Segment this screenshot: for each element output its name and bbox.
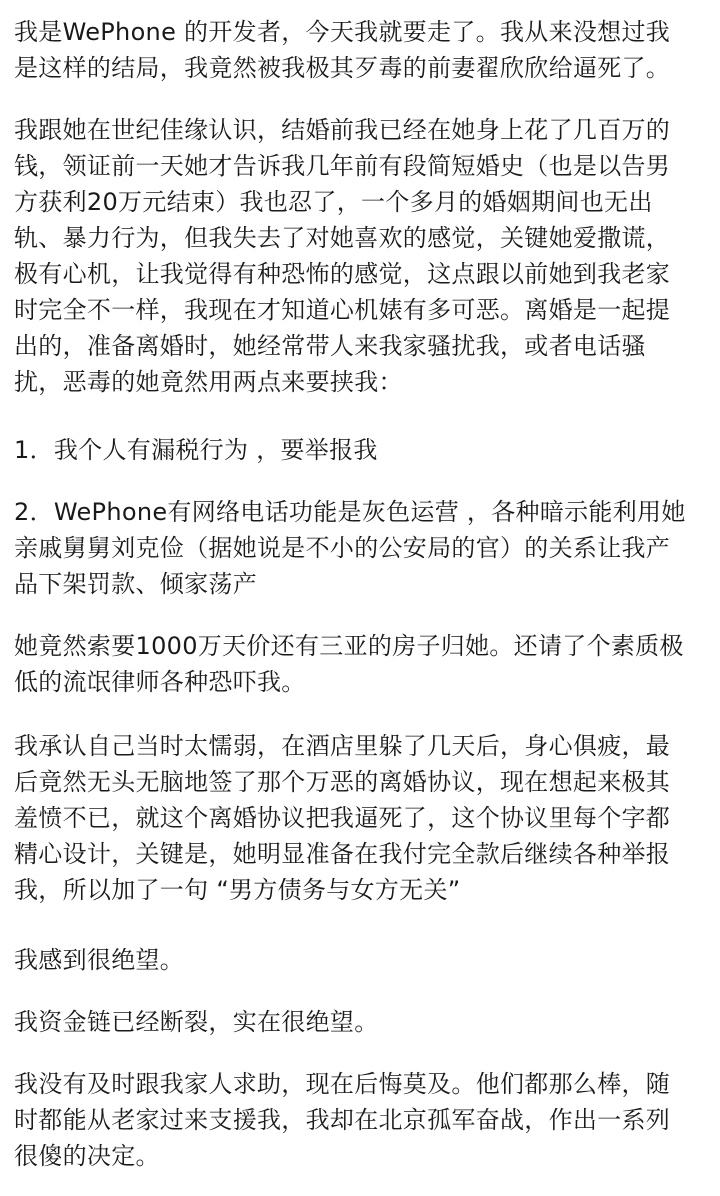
text-line: 低的流氓律师各种恐吓我。	[14, 668, 306, 696]
text-line: 亲戚舅舅刘克俭（据她说是不小的公安局的官）的关系让我产	[14, 534, 671, 562]
paragraph-5	[14, 628, 710, 700]
text-line: 她竟然索要1000万天价还有三亚的房子归她。还请了个素质极	[14, 632, 684, 660]
paragraph-2	[14, 112, 710, 400]
paragraph-9	[14, 1066, 710, 1174]
text-line: 2．WePhone有网络电话功能是灰色运营 ，各种暗示能利用她	[14, 498, 686, 526]
text-line: 轨、暴力行为，但我失去了对她喜欢的感觉，关键她爱撒谎，	[14, 224, 671, 252]
paragraph-7	[14, 942, 710, 978]
text-line: 扰，恶毒的她竟然用两点来要挟我：	[14, 368, 403, 396]
text-line: 出的，准备离婚时，她经常带人来我家骚扰我，或者电话骚	[14, 332, 646, 360]
paragraph-4	[14, 494, 710, 602]
text-line: 后竟然无头无脑地签了那个万恶的离婚协议，现在想起来极其	[14, 768, 671, 796]
text-line: 我没有及时跟我家人求助，现在后悔莫及。他们都那么棒，随	[14, 1070, 671, 1098]
text-line: 我资金链已经断裂，实在很绝望。	[14, 1008, 379, 1036]
text-line: 我是WePhone 的开发者，今天我就要走了。我从来没想过我	[14, 18, 671, 46]
text-line: 精心设计，关键是，她明显准备在我付完全款后继续各种举报	[14, 840, 671, 868]
text-line: 我感到很绝望。	[14, 946, 185, 974]
paragraph-1	[14, 14, 710, 86]
text-line: 羞愤不已，就这个离婚协议把我逼死了，这个协议里每个字都	[14, 804, 671, 832]
text-line: 方获利20万元结束）我也忍了，一个多月的婚姻期间也无出	[14, 188, 653, 216]
text-line: 1．我个人有漏税行为 ，要举报我	[14, 436, 378, 464]
text-line: 钱，领证前一天她才告诉我几年前有段简短婚史（也是以告男	[14, 152, 671, 180]
text-line: 极有心机，让我觉得有种恐怖的感觉，这点跟以前她到我老家	[14, 260, 671, 288]
text-line: 时完全不一样，我现在才知道心机婊有多可恶。离婚是一起提	[14, 296, 671, 324]
text-line: 很傻的决定。	[14, 1142, 160, 1170]
text-line: 我承认自己当时太懦弱，在酒店里躲了几天后，身心俱疲，最	[14, 732, 671, 760]
paragraph-8	[14, 1004, 710, 1040]
paragraph-3	[14, 432, 710, 468]
text-line: 时都能从老家过来支援我，我却在北京孤军奋战，作出一系列	[14, 1106, 671, 1134]
text-line: 是这样的结局，我竟然被我极其歹毒的前妻翟欣欣给逼死了。	[14, 54, 671, 82]
paragraph-6	[14, 728, 710, 908]
text-line: 我跟她在世纪佳缘认识，结婚前我已经在她身上花了几百万的	[14, 116, 671, 144]
text-line: 品下架罚款、倾家荡产	[14, 570, 257, 598]
text-line: 我，所以加了一句 “男方债务与女方无关”	[14, 876, 461, 904]
